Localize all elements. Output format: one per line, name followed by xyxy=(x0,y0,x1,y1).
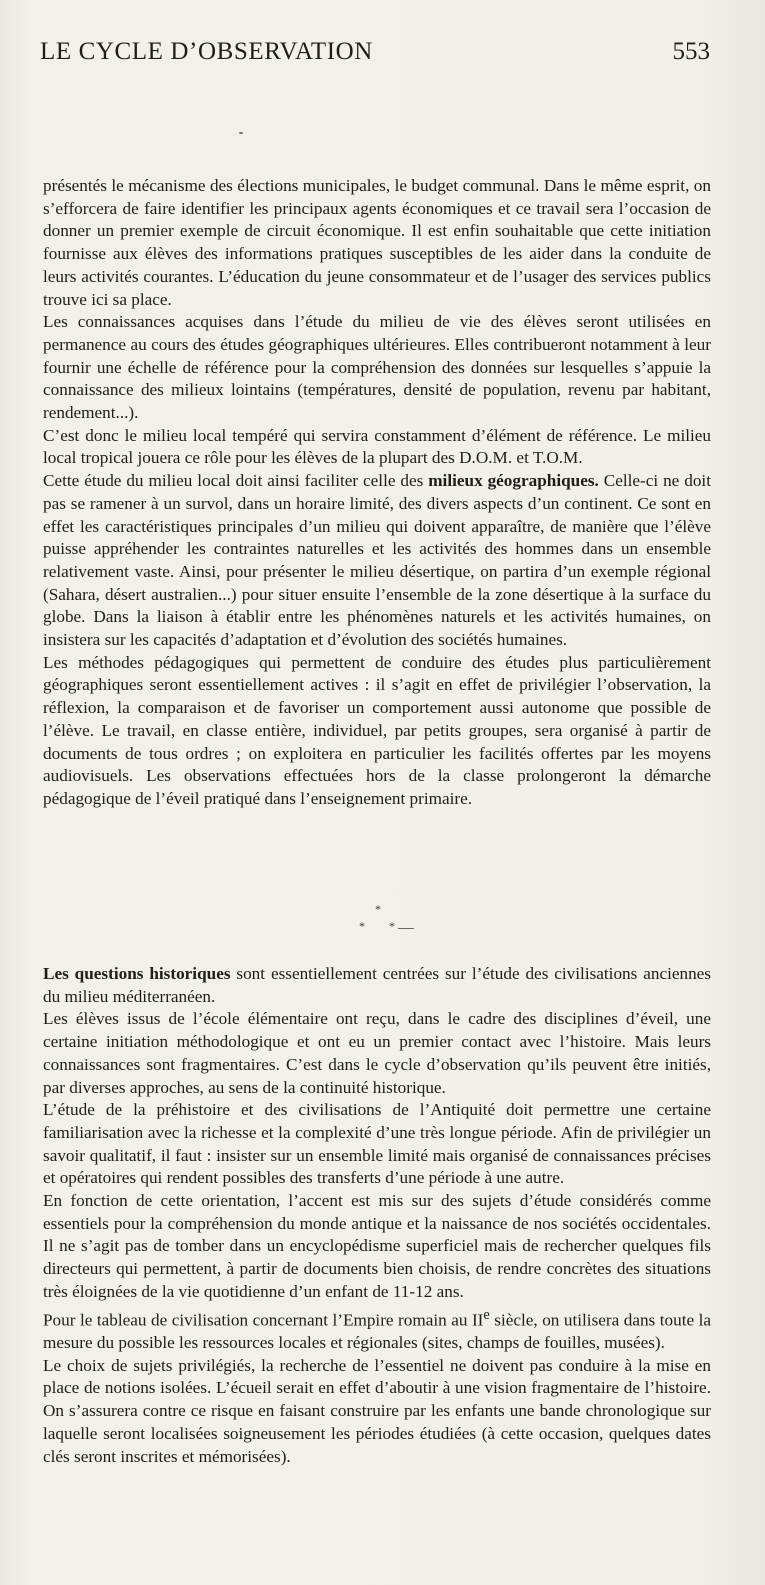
paragraph-prior-learning: Les élèves issus de l’école élémentaire ont reçu, dans le cadre des disciplines d’éveil, une certaine initiation méthodologique et ont eu un premier contact avec l’histoire. Mais leurs connaissances sont fragmentaires. C’est dans le cycle d’observation qu’ils peuvent être initiés, par diverses approches, au sens de la continuité historique. xyxy=(43,1009,711,1097)
paragraph-historical-questions xyxy=(43,963,711,1008)
paragraph-geographic-milieux xyxy=(43,470,711,652)
text-run: sont essentiellement centrées sur l’étude des civilisations anciennes du milieu méditerranéen. xyxy=(43,964,711,1006)
asterisk-glyph: * xyxy=(375,902,381,916)
paragraph-orientation: En fonction de cette orientation, l’accent est mis sur des sujets d’étude considérés comme essentiels pour la compréhension du monde antique et la naissance de nos sociétés occidentales. Il ne s’agit pas de tomber dans un encyclopédisme superficiel mais de rechercher quelques fils directeurs qui permettent, à partir de documents bien choisis, de rendre concrètes des situations très éloignées de la vie quotidienne d’un enfant de 11-12 ans. xyxy=(43,1191,711,1301)
history-section xyxy=(43,963,711,1468)
asterisk-glyph: * xyxy=(359,919,365,933)
print-speck xyxy=(239,132,243,134)
paragraph-reference-milieu: C’est donc le milieu local tempéré qui servira constamment d’élément de référence. Le milieu local tropical jouera ce rôle pour les élèves de la plupart des D.O.M. et T.O.M. xyxy=(43,425,711,468)
bold-term-milieux: milieux géographiques. xyxy=(428,471,599,491)
paragraph-prehistory-antiquity: L’étude de la préhistoire et des civilisations de l’Antiquité doit permettre une certaine familiarisation avec la richesse et la complexité d’une très longue période. Afin de privilégier un savoir qualitatif, il faut : insister sur un ensemble limité mais organisé de connaissances précises et opératoires qui rendent possibles des transferts d’une période à une autre. xyxy=(43,1100,711,1188)
separator-rule xyxy=(398,928,414,929)
text-run: Celle-ci ne doit pas se ramener à un survol, dans un horaire limité, des divers aspects d’un continent. Ce sont en effet les caractéristiques principales d’un milieu qui doivent apparaître, de manière que l’élève puisse appréhender les contraintes naturelles et les activités des hommes dans un ensemble relativement vaste. Ainsi, pour présenter le milieu désertique, on partira d’un exemple régional (Sahara, désert australien...) pour situer ensuite l’ensemble de la zone désertique à la surface du globe. Dans la liaison à établir entre les phénomènes naturels et les activités humaines, on insistera sur les capacités d’adaptation et d’évolution des sociétés humaines. xyxy=(43,471,711,650)
paragraph-local-knowledge: Les connaissances acquises dans l’étude du milieu de vie des élèves seront utilisées en permanence au cours des études géographiques ultérieures. Elles contribueront notamment à leur fournir une échelle de référence pour la compréhension des données sur lesquelles s’appuie la connaissance des milieux lointains (températures, densité de population, revenu par habitant, rendement...). xyxy=(43,312,711,423)
asterisk-glyph: * xyxy=(389,919,395,933)
geography-section xyxy=(43,175,711,811)
page-number: 553 xyxy=(672,38,710,65)
paragraph-pedagogical-methods: Les méthodes pédagogiques qui permettent de conduire des études plus particulièrement géographiques seront essentiellement actives : il s’agit en effet de privilégier l’observation, la réflexion, la comparaison et de favoriser un comportement aussi autonome que possible de l’élève. Le travail, en classe entière, individuel, par petits groupes, sera organisé à partir de documents de tous ordres ; on exploitera en particulier les facilités offertes par les moyens audiovisuels. Les observations effectuées hors de la classe prolongeront la démarche pédagogique de l’éveil pratiqué dans l’enseignement primaire. xyxy=(43,652,711,808)
running-head xyxy=(40,38,710,72)
section-separator xyxy=(354,902,414,942)
text-run: Pour le tableau de civilisation concernant l’Empire romain au II xyxy=(43,1310,484,1330)
text-run: siècle, on utilisera dans toute la mesure du possible les ressources locales et régionales (sites, champs de fouilles, musées). xyxy=(43,1310,712,1352)
bold-term-history: Les questions historiques xyxy=(43,964,231,983)
paragraph-chronology: Le choix de sujets privilégiés, la recherche de l’essentiel ne doivent pas conduire à la mise en place de notions isolées. L’écueil serait en effet d’aboutir à une vision fragmentaire de l’histoire. On s’assurera contre ce risque en faisant construire par les enfants une bande chronologique sur laquelle seront localisées soigneusement les périodes étudiées (à cette occasion, quelques dates clés seront inscrites et mémorisées). xyxy=(43,1355,711,1466)
paragraph-roman-empire xyxy=(43,1304,711,1355)
running-title: LE CYCLE D’OBSERVATION xyxy=(40,38,373,65)
text-run: Cette étude du milieu local doit ainsi faciliter celle des xyxy=(43,471,429,491)
paragraph-civic-economics: présentés le mécanisme des élections municipales, le budget communal. Dans le même esprit, on s’efforcera de faire identifier les principaux agents économiques et ce travail sera l’occasion de donner un premier exemple de circuit économique. Il est enfin souhaitable que cette initiation fournisse aux élèves des informations pratiques susceptibles de les aider dans la conduite de leurs activités courantes. L’éducation du jeune consommateur et de l’usager des services publics trouve ici sa place. xyxy=(43,176,711,309)
superscript-e: e xyxy=(483,1306,490,1323)
